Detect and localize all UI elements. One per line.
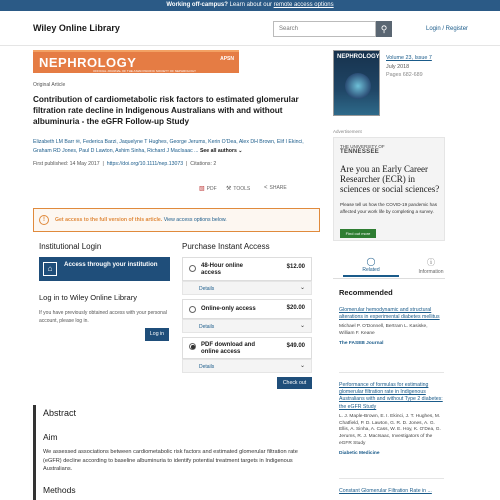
tab-related[interactable]: [343, 257, 399, 273]
abstract-accent-bar: [33, 405, 36, 500]
pdf-button[interactable]: [199, 185, 217, 192]
search-input[interactable]: Search: [273, 21, 376, 37]
issue-cover[interactable]: [333, 50, 380, 116]
purchase-option[interactable]: [182, 257, 312, 281]
ad-find-out-more-button[interactable]: Find out more: [340, 229, 376, 238]
purchase-title: Purchase Instant Access: [182, 242, 270, 251]
issue-volume-link[interactable]: Volume 23, Issue 7: [386, 55, 432, 61]
wiley-logo[interactable]: Wiley Online Library: [33, 23, 120, 33]
purchase-option[interactable]: [182, 299, 312, 319]
publication-info: First published: 14 May 2017 | https://doi.org/10.1111/nep.13073 | Citations: 2: [33, 161, 217, 167]
wol-login-title: Log in to Wiley Online Library: [39, 293, 137, 302]
article-title: Contribution of cardiometabolic risk factors to estimated glomerular filtration rate decline in Indigenous Australians with and without albuminuria - the eGFR Follow-up Study: [33, 95, 299, 126]
tools-label: TOOLS: [233, 186, 251, 192]
ad-headline: Are you an Early Career Researcher (ECR) in sciences or social sciences?: [340, 164, 440, 194]
journal-banner-foot: OFFICIAL JOURNAL OF THE ASIAN PACIFIC SOCIETY OF NEPHROLOGY: [93, 69, 196, 73]
divider: [339, 372, 444, 373]
citations-count[interactable]: Citations: 2: [190, 161, 217, 167]
tab-related-label: Related: [362, 267, 380, 273]
side-tabs: [333, 253, 445, 279]
details-label: Details: [199, 324, 215, 330]
radio-button[interactable]: [189, 265, 196, 272]
info-icon: !: [39, 215, 49, 225]
recommended-item-journal[interactable]: The FASEB Journal: [339, 341, 384, 346]
access-notice-strong: Get access to the full version of this article.: [55, 217, 163, 223]
divider: [339, 478, 444, 479]
recommended-item: [339, 307, 444, 346]
author-list: [33, 138, 313, 155]
option-name: 48-Hour online access: [201, 263, 244, 276]
recommended-item: [339, 488, 444, 495]
related-icon: ◯: [366, 257, 376, 266]
abstract-title: Abstract: [43, 408, 77, 418]
ut-logo: [340, 144, 385, 155]
institutional-login-title: Institutional Login: [39, 242, 102, 251]
institution-access-label: Access through your institution: [64, 261, 158, 268]
chevron-down-icon[interactable]: ⌄: [236, 147, 243, 154]
aim-heading: Aim: [43, 432, 58, 442]
chevron-down-icon: ⌄: [299, 323, 305, 329]
article-type: Original Article: [33, 82, 66, 88]
details-label: Details: [199, 286, 215, 292]
pdf-label: PDF: [206, 186, 217, 192]
details-toggle[interactable]: [182, 319, 312, 333]
info-icon: ⓘ: [427, 258, 435, 267]
details-label: Details: [199, 364, 215, 370]
recommended-title: Recommended: [339, 288, 393, 297]
search-icon[interactable]: ⚲: [376, 21, 392, 37]
option-price: $12.00: [286, 264, 305, 270]
access-notice-text: [55, 217, 227, 223]
option-price: $49.00: [286, 343, 305, 349]
doi-link[interactable]: https://doi.org/10.1111/nep.13073: [106, 161, 184, 167]
details-toggle[interactable]: [182, 281, 312, 295]
radio-button-selected[interactable]: [189, 343, 196, 350]
journal-banner[interactable]: [33, 50, 239, 73]
remote-access-link[interactable]: remote access options: [273, 2, 334, 8]
journal-banner-title: NEPHROLOGY: [39, 55, 137, 70]
login-register-link[interactable]: Login / Register: [426, 26, 469, 32]
wol-login-text: If you have previously obtained access with your personal account, please log in.: [39, 310, 167, 324]
share-icon: <: [264, 185, 268, 191]
chevron-down-icon: ⌄: [299, 285, 305, 291]
ut-logo-main: TENNESSEE: [340, 149, 380, 155]
option-price: $20.00: [286, 305, 305, 311]
issue-cover-title: NEPHROLOGY: [337, 54, 380, 60]
advertisement-label: Advertisement: [333, 129, 362, 134]
methods-heading: Methods: [43, 485, 76, 495]
tools-button[interactable]: [226, 185, 250, 192]
ut-logo-top: THE UNIVERSITY OF: [340, 144, 385, 149]
authors-text[interactable]: Elizabeth LM Barr ✉, Federica Barzi, Jaquelyne T Hughes, George Jerums, Kerin O'Dea, Alex DH Brown, Elif I Ekinci, Graham RD Jones, Paul D Lawton, Ashim Sinha, Richard J MacIsaac ...: [33, 139, 304, 154]
recommended-item-title[interactable]: Constant Glomerular Filtration Rate in ...: [339, 488, 432, 494]
access-notice: [33, 208, 320, 232]
recommended-item-title[interactable]: Glomerular hemodynamic and structural alterations in experimental diabetes mellitus: [339, 307, 440, 321]
aim-text: We assessed associations between cardiometabolic risk factors and estimated glomerular filtration rate (eGFR) decline according to baseline albuminuria to identify potential treatment targets in Indigenous Australians.: [43, 449, 298, 472]
option-name: PDF download and online access: [201, 342, 255, 355]
cover-image: [345, 73, 371, 99]
recommended-item-authors: L. J. Maple-Brown, E. I. Ekinci, J. T. Hughes, M. Chatfield, P. D. Lawton, G. R. D. Jones, A. G. Ellis, A. Sinha, A. Cass, W. E. Hoy, K. O'Dea, G. Jerums, R. J. MacIsaac, Investigators of the eGFR Study: [339, 413, 441, 446]
recommended-item: [339, 382, 444, 456]
wrench-icon: ⚒: [226, 186, 232, 192]
advertisement[interactable]: [333, 137, 445, 241]
remote-access-text: Learn about our: [227, 2, 274, 8]
ad-body: Please tell us how the COVID-19 pandemic has affected your work life by completing a survey.: [340, 202, 438, 214]
institution-access-button[interactable]: [39, 257, 170, 281]
remote-access-bar: [0, 0, 500, 11]
journal-banner-badge: APSN: [220, 56, 234, 62]
chevron-down-icon: ⌄: [299, 363, 305, 369]
share-label: SHARE: [269, 185, 287, 191]
pdf-icon: ▧: [199, 186, 205, 192]
remote-access-lead: Working off-campus?: [166, 2, 228, 8]
purchase-option[interactable]: [182, 337, 312, 359]
recommended-item-journal[interactable]: Diabetic Medicine: [339, 450, 380, 456]
share-button[interactable]: [264, 185, 287, 191]
issue-pages: Pages 682-689: [386, 72, 423, 78]
tab-information[interactable]: [403, 257, 459, 275]
details-toggle[interactable]: [182, 359, 312, 373]
site-header: [0, 11, 500, 46]
issue-date: July 2018: [386, 64, 410, 70]
recommended-item-title[interactable]: Performance of formulas for estimating glomerular filtration rate in Indigenous Australians with and without Type 2 diabetes: the eGFR Study: [339, 382, 443, 410]
check-out-button[interactable]: Check out: [277, 377, 312, 389]
tab-information-label: Information: [418, 269, 444, 275]
radio-button[interactable]: [189, 306, 196, 313]
log-in-button[interactable]: Log in: [145, 328, 169, 341]
view-access-options-link[interactable]: View access options below.: [162, 217, 227, 223]
recommended-item-authors: Michael P. O'Donnell, Bertram L. Kasiske, William F. Keane: [339, 324, 428, 337]
see-all-authors-link[interactable]: See all authors: [199, 147, 237, 154]
institution-icon: ⌂: [43, 262, 57, 276]
first-published: First published: 14 May 2017: [33, 161, 100, 167]
option-name: Online-only access: [201, 306, 256, 312]
